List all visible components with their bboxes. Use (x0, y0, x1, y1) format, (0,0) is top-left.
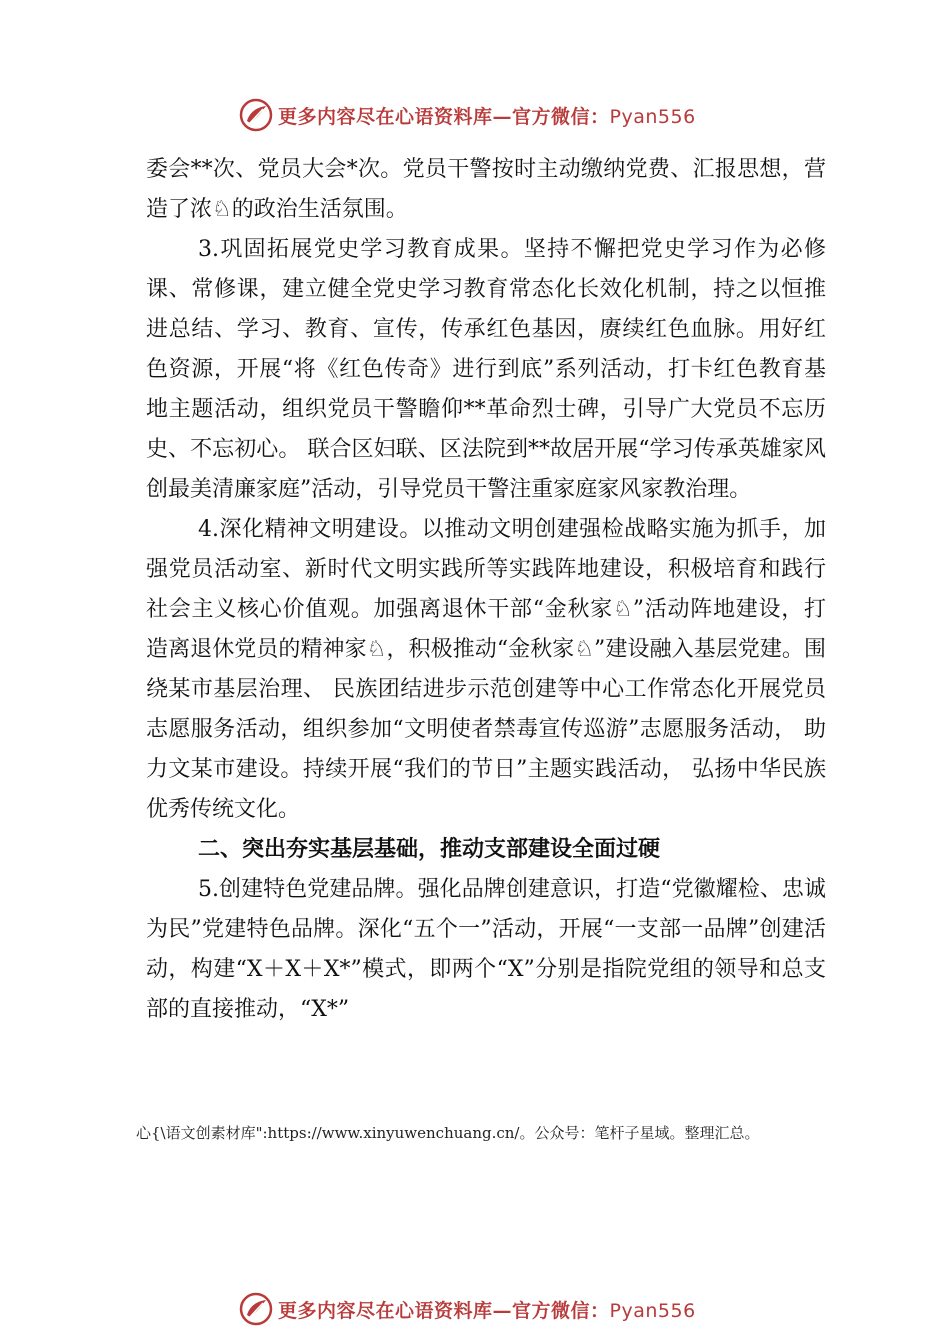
watermark-text: 更多内容尽在心语资料库—官方微信：Pyan556 (278, 1299, 696, 1322)
footnote: 心{\语文创素材库":https://www.xinyuwenchuang.cn/。公众号：笔杆子星域。整理汇总。 (136, 1124, 760, 1142)
paragraph-5: 5.创建特色党建品牌。强化品牌创建意识，打造“党徽耀检、忠诚为民”党建特色品牌。深化“五个一”活动，开展“一支部一品牌”创建活动，构建“X＋X＋X*”模式，即两个“X”分别是指院党组的领导和总支部的直接推动，“X*” (146, 877, 826, 1022)
watermark-banner-bottom (238, 1290, 696, 1328)
paragraph-3: 3.巩固拓展党史学习教育成果。坚持不懈把党史学习作为必修课、常修课，建立健全党史学习教育常态化长效化机制，持之以恒推进总结、学习、教育、宣传，传承红色基因，赓续红色血脉。用好红色资源，开展“将《红色传奇》进行到底”系列活动，打卡红色教育基地主题活动，组织党员干警瞻仰**革命烈士碑，引导广大党员不忘历史、不忘初心。 联合区妇联、区法院到**故居开展“学习传承英雄家风创最美清廉家庭”活动，引导党员干警注重家庭家风家教治理。 (146, 237, 826, 502)
watermark-banner-top (238, 96, 696, 134)
watermark-text: 更多内容尽在心语资料库—官方微信：Pyan556 (278, 105, 696, 128)
logo-icon (238, 97, 274, 133)
logo-icon (238, 1291, 274, 1327)
paragraph-continued: 委会**次、党员大会*次。党员干警按时主动缴纳党费、汇报思想，营造了浓♘的政治生活氛围。 (146, 157, 826, 222)
document-body (146, 150, 826, 1030)
section-heading: 二、突出夯实基层基础，推动支部建设全面过硬 (198, 837, 661, 862)
paragraph-4: 4.深化精神文明建设。以推动文明创建强检战略实施为抓手，加强党员活动室、新时代文明实践所等实践阵地建设，积极培育和践行社会主义核心价值观。加强离退休干部“金秋家♘”活动阵地建设，打造离退休党员的精神家♘，积极推动“金秋家♘”建设融入基层党建。围绕某市基层治理、 民族团结进步示范创建等中心工作常态化开展党员志愿服务活动，组织参加“文明使者禁毒宣传巡游”志愿服务活动， 助力文某市建设。持续开展“我们的节日”主题实践活动， 弘扬中华民族优秀传统文化。 (146, 517, 826, 822)
